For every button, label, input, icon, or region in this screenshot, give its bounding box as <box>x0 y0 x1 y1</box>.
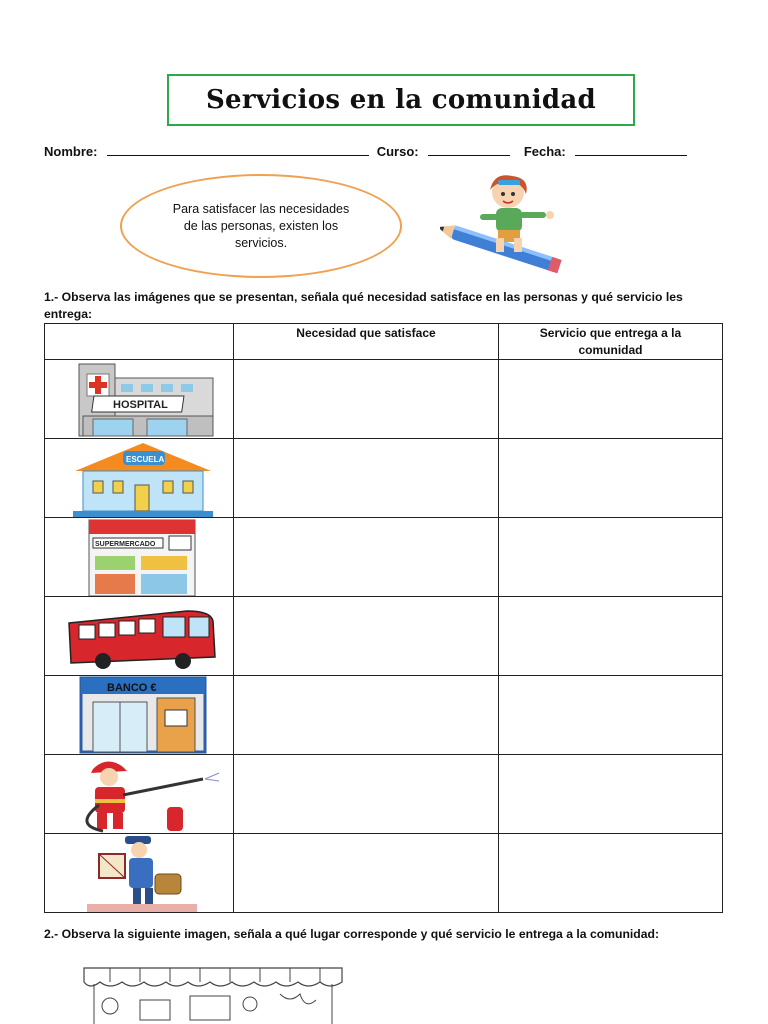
student-fields <box>44 143 724 159</box>
table-row <box>45 439 723 518</box>
table-row <box>45 834 723 913</box>
course-field[interactable] <box>428 143 510 156</box>
need-cell[interactable] <box>234 597 499 676</box>
service-cell[interactable] <box>499 518 723 597</box>
date-label: Fecha: <box>523 144 566 159</box>
course-label: Curso: <box>376 144 419 159</box>
need-cell[interactable] <box>234 755 499 834</box>
intro-text: Para satisfacer las necesidades de las personas, existen los servicios. <box>172 201 350 250</box>
header-service: Servicio que entrega a la comunidad <box>499 324 723 360</box>
title-box <box>167 74 635 126</box>
hospital-icon <box>63 360 223 438</box>
svg-text:BANCO €: BANCO € <box>107 682 157 694</box>
service-cell[interactable] <box>499 755 723 834</box>
market-stall-icon <box>80 960 350 1024</box>
table-row <box>45 360 723 439</box>
firefighter-icon <box>63 755 223 833</box>
need-cell[interactable] <box>234 834 499 913</box>
service-cell[interactable] <box>499 439 723 518</box>
date-field[interactable] <box>575 143 687 156</box>
header-need: Necesidad que satisface <box>234 324 499 360</box>
girl-pencil-icon <box>440 170 570 280</box>
table-row <box>45 676 723 755</box>
table-row <box>45 597 723 676</box>
svg-text:ESCUELA: ESCUELA <box>126 455 165 464</box>
bus-icon <box>63 597 223 675</box>
school-icon <box>63 439 223 517</box>
service-cell[interactable] <box>499 597 723 676</box>
need-cell[interactable] <box>234 439 499 518</box>
need-cell[interactable] <box>234 518 499 597</box>
page-title: Servicios en la comunidad <box>205 85 597 115</box>
mail-carrier-icon <box>63 834 223 912</box>
intro-oval <box>120 174 402 278</box>
name-label: Nombre: <box>44 144 98 159</box>
table-header-row <box>45 324 723 360</box>
table-row <box>45 518 723 597</box>
svg-text:SUPERMERCADO: SUPERMERCADO <box>95 541 156 548</box>
supermarket-icon <box>63 518 223 596</box>
service-cell[interactable] <box>499 676 723 755</box>
bank-icon <box>63 676 223 754</box>
name-field[interactable] <box>107 143 369 156</box>
activity-table <box>44 323 723 913</box>
question-1: 1.- Observa las imágenes que se presentan, señala qué necesidad satisface en las personas y qué servicio les entrega: <box>44 290 683 321</box>
need-cell[interactable] <box>234 676 499 755</box>
service-cell[interactable] <box>499 834 723 913</box>
service-cell[interactable] <box>499 360 723 439</box>
header-image-col <box>45 324 234 360</box>
question-2: 2.- Observa la siguiente imagen, señala a qué lugar corresponde y qué servicio le entrega a la comunidad: <box>44 927 659 941</box>
svg-text:HOSPITAL: HOSPITAL <box>113 399 168 411</box>
need-cell[interactable] <box>234 360 499 439</box>
table-row <box>45 755 723 834</box>
